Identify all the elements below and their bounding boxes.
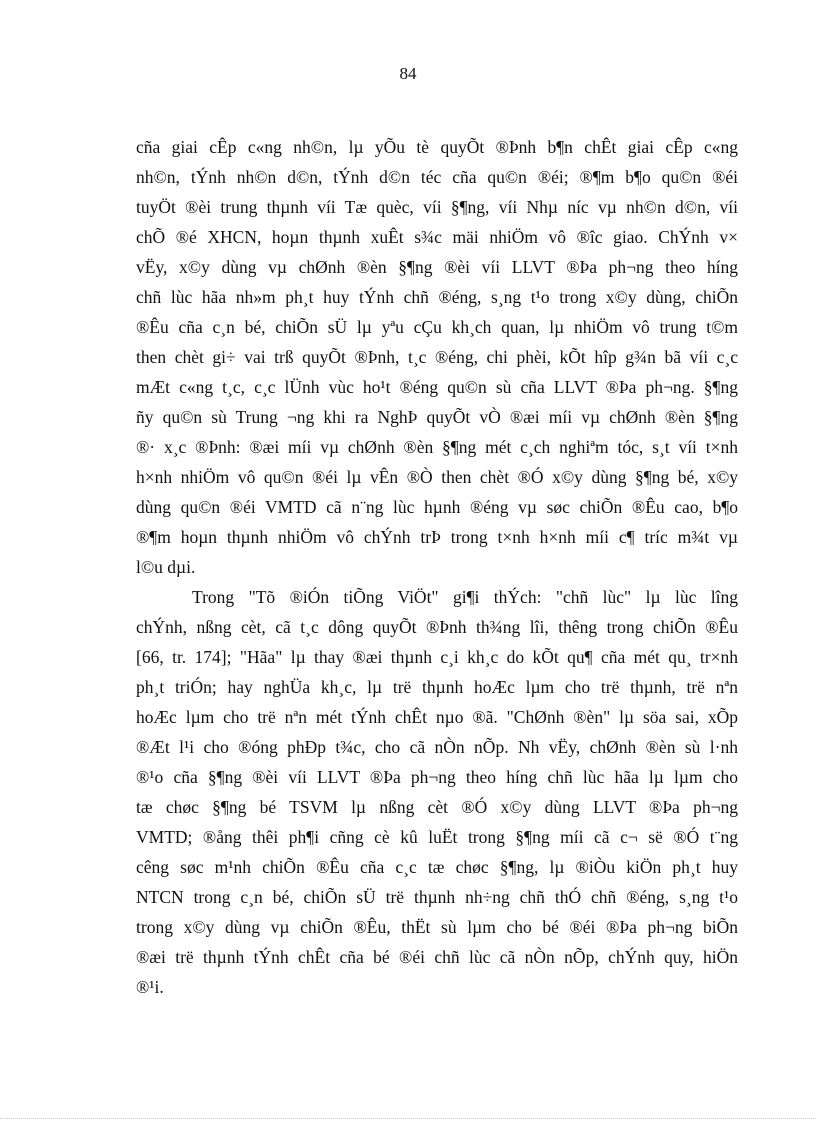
text-line: nh©n, tÝnh nh©n d©n, tÝnh d©n téc cña qu©n ®éi; ®¶m b¶o qu©n ®éi [136, 167, 738, 187]
page-number: 84 [399, 64, 417, 83]
text-line: ®Æt l¹i cho ®óng phÐp t¾c, cho cã nÒn nÕp. Nh vËy, chØnh ®èn sù l·nh [136, 737, 738, 757]
text-line: trong x©y dùng vµ chiÕn ®Êu, thËt sù lµm cho bé ®éi ®Þa ph¬ng biÕn [136, 917, 738, 937]
text-line: [66, tr. 174]; "Hãa" lµ thay ®æi thµnh c¸i kh¸c do kÕt qu¶ cña mét qu¸ tr×nh [136, 647, 738, 667]
text-line: cña giai cÊp c«ng nh©n, lµ yÕu tè quyÕt ®Þnh b¶n chÊt giai cÊp c«ng [136, 137, 738, 157]
text-line: ®Êu cña c¸n bé, chiÕn sÜ lµ yªu cÇu kh¸ch quan, lµ nhiÖm vô trung t©m [136, 317, 738, 337]
text-line: l©u dµi. [136, 557, 196, 577]
text-line: tuyÖt ®èi trung thµnh víi Tæ quèc, víi §¶ng, víi Nhµ níc vµ nh©n d©n, víi [136, 197, 738, 217]
text-line: then chèt gi÷ vai trß quyÕt ®Þnh, t¸c ®éng, chi phèi, kÕt hîp g¾n bã víi c¸c [136, 347, 738, 367]
text-line: chñ lùc hãa nh»m ph¸t huy tÝnh chñ ®éng, s¸ng t¹o trong x©y dùng, chiÕn [136, 287, 738, 307]
text-line: chÝnh, nßng cèt, cã t¸c dông quyÕt ®Þnh th¾ng lîi, thêng trong chiÕn ®Êu [136, 617, 738, 637]
text-line: hoÆc lµm cho trë nªn mét tÝnh chÊt nµo ®ã. "ChØnh ®èn" lµ söa sai, xÕp [136, 707, 738, 727]
text-line: ®¹i. [136, 977, 164, 997]
text-line: h×nh nhiÖm vô qu©n ®éi lµ vÊn ®Ò then chèt ®Ó x©y dùng §¶ng bé, x©y [136, 467, 738, 487]
text-line: cêng søc m¹nh chiÕn ®Êu cña c¸c tæ chøc §¶ng, lµ ®iÒu kiÖn ph¸t huy [136, 857, 738, 877]
text-line: VMTD; ®ång thêi ph¶i cñng cè kû luËt trong §¶ng míi cã c¬ së ®Ó t¨ng [136, 827, 738, 847]
text-line: ñy qu©n sù Trung ¬ng khi ra NghÞ quyÕt vÒ ®æi míi vµ chØnh ®èn §¶ng [136, 407, 738, 427]
text-line: chÕ ®é XHCN, hoµn thµnh xuÊt s¾c mäi nhiÖm vô ®îc giao. ChÝnh v× [136, 227, 738, 247]
text-line: Trong "Tõ ®iÓn tiÕng ViÖt" gi¶i thÝch: "chñ lùc" lµ lùc lîng [192, 587, 738, 607]
text-line: mÆt c«ng t¸c, c¸c lÜnh vùc ho¹t ®éng qu©n sù cña LLVT ®Þa ph¬ng. §¶ng [136, 377, 738, 397]
text-line: ph¸t triÓn; hay nghÜa kh¸c, lµ trë thµnh hoÆc lµm cho trë thµnh, trë nªn [136, 677, 738, 697]
text-line: ®¹o cña §¶ng ®èi víi LLVT ®Þa ph¬ng theo híng chñ lùc hãa lµ lµm cho [136, 767, 738, 787]
page-bottom-divider [0, 1118, 816, 1119]
text-line: NTCN trong c¸n bé, chiÕn sÜ trë thµnh nh÷ng chñ thÓ chñ ®éng, s¸ng t¹o [136, 887, 738, 907]
text-line: ®· x¸c ®Þnh: ®æi míi vµ chØnh ®èn §¶ng mét c¸ch nghiªm tóc, s¸t víi t×nh [136, 437, 738, 457]
text-line: ®æi trë thµnh tÝnh chÊt cña bé ®éi chñ lùc cã nÒn nÕp, chÝnh quy, hiÖn [136, 947, 738, 967]
text-line: vËy, x©y dùng vµ chØnh ®èn §¶ng ®èi víi LLVT ®Þa ph¬ng theo híng [136, 257, 738, 277]
text-line: dùng qu©n ®éi VMTD cã n¨ng lùc hµnh ®éng vµ søc chiÕn ®Êu cao, b¶o [136, 497, 738, 517]
text-line: ®¶m hoµn thµnh nhiÖm vô chÝnh trÞ trong t×nh h×nh míi c¶ tríc m¾t vµ [136, 527, 738, 547]
text-line: tæ chøc §¶ng bé TSVM lµ nßng cèt ®Ó x©y dùng LLVT ®Þa ph¬ng [136, 797, 738, 817]
